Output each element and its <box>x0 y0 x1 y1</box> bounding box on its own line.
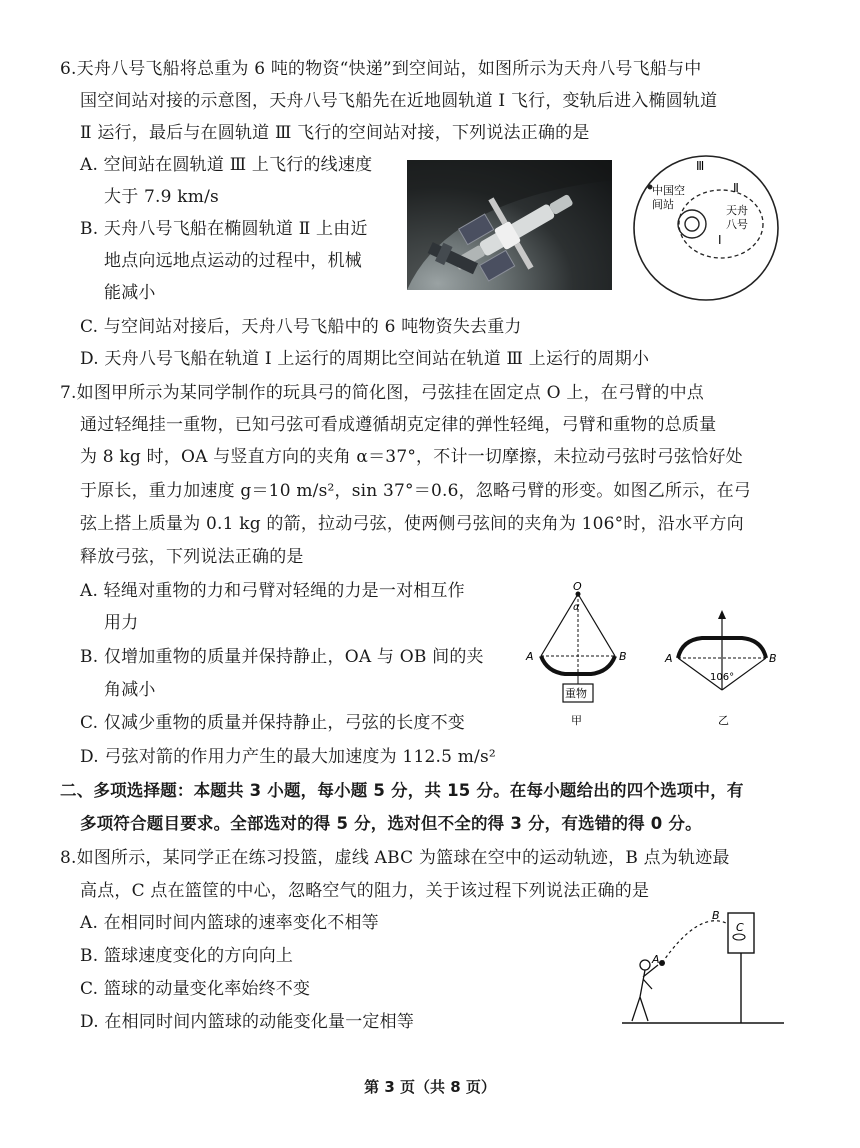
label-orbit-I: Ⅰ <box>718 233 722 247</box>
q6-option-a-line1[interactable]: A. 空间站在圆轨道 Ⅲ 上飞行的线速度 <box>80 155 373 175</box>
label-a: A <box>526 650 534 663</box>
label-a: A <box>665 652 673 665</box>
q6-stem-line2: 国空间站对接的示意图，天舟八号飞船先在近地圆轨道 Ⅰ 飞行，变轨后进入椭圆轨道 <box>80 91 718 111</box>
q7-option-a-line1[interactable]: A. 轻绳对重物的力和弓臂对轻绳的力是一对相互作 <box>80 581 465 601</box>
q7-stem-line4: 于原长，重力加速度 g＝10 m/s²，sin 37°＝0.6，忽略弓臂的形变。如图乙所示，在弓 <box>80 481 751 501</box>
basketball-figure <box>618 905 788 1030</box>
q6-option-b-line3[interactable]: 能减小 <box>104 283 156 303</box>
q7-option-b-line2[interactable]: 角减小 <box>104 680 156 700</box>
label-weight: 重物 <box>565 687 587 700</box>
q7-option-c[interactable]: C. 仅减少重物的质量并保持静止，弓弦的长度不变 <box>80 713 466 733</box>
q6-option-c[interactable]: C. 与空间站对接后，天舟八号飞船中的 6 吨物资失去重力 <box>80 317 522 337</box>
label-b: B <box>769 652 777 665</box>
label-ship-1: 天舟 <box>726 204 748 217</box>
q7-stem-line6: 释放弓弦，下列说法正确的是 <box>80 547 304 567</box>
caption-yi: 乙 <box>718 714 729 727</box>
q6-option-d[interactable]: D. 天舟八号飞船在轨道 Ⅰ 上运行的周期比空间站在轨道 Ⅲ 上运行的周期小 <box>80 349 650 369</box>
label-ship-2: 八号 <box>726 218 748 231</box>
q8-stem-line2: 高点，C 点在篮筐的中心，忽略空气的阻力，关于该过程下列说法正确的是 <box>80 881 650 901</box>
label-c: C <box>736 921 744 934</box>
player-head-icon <box>640 960 650 970</box>
orbit-diagram <box>626 148 786 308</box>
q7-option-a-line2[interactable]: 用力 <box>104 613 139 633</box>
caption-jia: 甲 <box>571 714 582 727</box>
q6-option-b-line2[interactable]: 地点向远地点运动的过程中，机械 <box>104 251 362 271</box>
q6-stem-line1: 6.天舟八号飞船将总重为 6 吨的物资“快递”到空间站，如图所示为天舟八号飞船与中 <box>60 59 702 79</box>
space-station-illustration <box>407 160 612 290</box>
label-station-1: 中国空 <box>652 184 685 197</box>
section2-header-line2: 多项符合题目要求。全部选对的得 5 分，选对但不全的得 3 分，有选错的得 0 分。 <box>80 814 702 833</box>
bow-figure-jia <box>525 580 630 730</box>
label-orbit-III: Ⅲ <box>696 159 705 173</box>
q6-option-a-line2[interactable]: 大于 7.9 km/s <box>104 187 219 207</box>
q8-option-a[interactable]: A. 在相同时间内篮球的速率变化不相等 <box>80 913 379 933</box>
arrow-head-icon <box>718 610 726 619</box>
earth-icon <box>685 217 699 231</box>
q7-stem-line2: 通过轻绳挂一重物，已知弓弦可看成遵循胡克定律的弹性轻绳，弓臂和重物的总质量 <box>80 415 717 435</box>
bow-figure-yi <box>662 610 787 730</box>
q8-option-c[interactable]: C. 篮球的动量变化率始终不变 <box>80 979 311 999</box>
q7-stem-line1: 7.如图甲所示为某同学制作的玩具弓的简化图，弓弦挂在固定点 O 上，在弓臂的中点 <box>60 383 704 403</box>
q7-stem-line5: 弦上搭上质量为 0.1 kg 的箭，拉动弓弦，使两侧弓弦间的夹角为 106°时，沿水平方向 <box>80 514 744 534</box>
q8-option-b[interactable]: B. 篮球速度变化的方向向上 <box>80 946 294 966</box>
label-b: B <box>712 909 720 922</box>
q6-stem-line3: Ⅱ 运行，最后与在圆轨道 Ⅲ 飞行的空间站对接，下列说法正确的是 <box>80 123 590 143</box>
q7-option-b-line1[interactable]: B. 仅增加重物的质量并保持静止，OA 与 OB 间的夹 <box>80 647 484 667</box>
spacecraft-docking-photo <box>407 160 612 290</box>
label-station-2: 间站 <box>652 198 674 211</box>
label-o: O <box>573 580 582 593</box>
trajectory-abc <box>662 921 736 963</box>
q7-option-d[interactable]: D. 弓弦对箭的作用力产生的最大加速度为 112.5 m/s² <box>80 747 496 767</box>
q8-option-d[interactable]: D. 在相同时间内篮球的动能变化量一定相等 <box>80 1012 415 1032</box>
label-a: A <box>652 953 660 966</box>
q6-option-b-line1[interactable]: B. 天舟八号飞船在椭圆轨道 Ⅱ 上由近 <box>80 219 368 239</box>
section2-header-line1: 二、多项选择题：本题共 3 小题，每小题 5 分，共 15 分。在每小题给出的四个选项中，有 <box>60 781 744 800</box>
page-footer: 第 3 页（共 8 页） <box>364 1078 496 1096</box>
label-orbit-II: Ⅱ <box>733 181 739 195</box>
player-stick-figure <box>632 965 658 1021</box>
label-b: B <box>619 650 627 663</box>
label-alpha: α <box>573 602 580 613</box>
label-angle: 106° <box>710 672 735 683</box>
q7-stem-line3: 为 8 kg 时，OA 与竖直方向的夹角 α＝37°，不计一切摩擦，未拉动弓弦时弓弦恰好处 <box>80 447 743 467</box>
q8-stem-line1: 8.如图所示，某同学正在练习投篮，虚线 ABC 为篮球在空中的运动轨迹，B 点为轨迹最 <box>60 848 730 868</box>
